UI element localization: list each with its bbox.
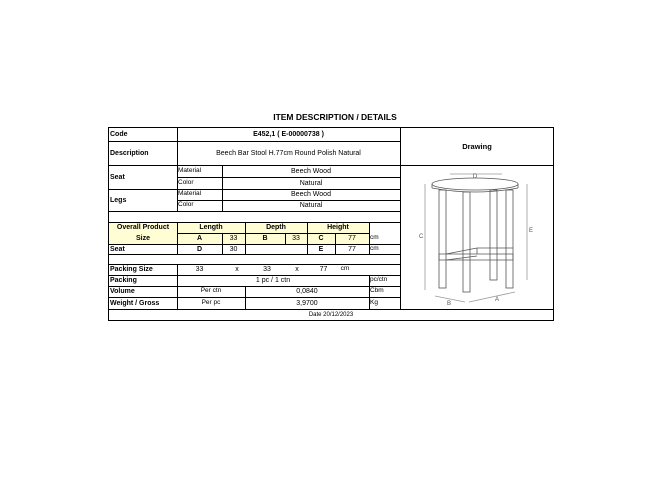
length-header: Length (199, 224, 223, 231)
packing-label: Packing (110, 277, 137, 284)
dim-c-value: 77 (348, 235, 356, 242)
legs-label: Legs (110, 196, 127, 204)
seat-dim-label: Seat (110, 245, 125, 253)
spec-sheet (108, 127, 554, 321)
packing-size-label: Packing Size (110, 266, 153, 273)
dim-a-label: A (196, 235, 203, 242)
volume-value: 0,0840 (296, 288, 318, 295)
legs-material-value: Beech Wood (291, 191, 331, 198)
weight-value: 3,9700 (296, 299, 318, 307)
leg-front-right (463, 192, 470, 292)
volume-unit: Cbm (370, 287, 384, 295)
height-header: Height (327, 224, 349, 231)
seat-color-value: Natural (299, 179, 323, 187)
depth-header: Depth (266, 224, 286, 231)
packing-size-width: 33 (263, 266, 271, 273)
dim-b-value: 33 (292, 235, 300, 242)
description-value: Beech Bar Stool H.77cm Round Polish Natural (216, 149, 361, 157)
leg-back-right (506, 190, 513, 288)
packing-size-unit: cm (340, 265, 350, 273)
packing-value: 1 pc / 1 ctn (255, 277, 291, 284)
dim-e-value: 77 (348, 245, 356, 253)
drawing-header: Drawing (462, 142, 492, 151)
seat-label: Seat (110, 173, 125, 181)
legs-color-value: Natural (299, 202, 323, 209)
dim-b-label: B (262, 235, 268, 242)
dim-b-marker: B (447, 301, 452, 307)
dim-e-label: E (318, 245, 324, 253)
dim-d-marker: D (472, 174, 478, 180)
packing-size-height: 77 (319, 266, 328, 273)
packing-size-x2: x (295, 266, 299, 273)
dim-d-label: D (196, 245, 203, 253)
volume-label: Volume (110, 288, 135, 295)
dim-unit: cm (370, 234, 379, 242)
code-label: Code (110, 131, 128, 138)
stool-drawing (417, 168, 537, 308)
dim-e-marker: E (529, 228, 534, 234)
seat-material-label: Material (178, 166, 202, 174)
seat-material-value: Beech Wood (291, 167, 331, 175)
volume-per: Per ctn (200, 287, 222, 295)
legs-color-label: Color (178, 201, 194, 209)
overall-label-1: Overall Product (116, 224, 170, 231)
page-title: ITEM DESCRIPTION / DETAILS (273, 112, 397, 122)
dim-a-value: 33 (229, 235, 238, 242)
dim-unit-2: cm (370, 244, 379, 252)
weight-per: Per pc (201, 298, 221, 306)
seat-color-label: Color (178, 178, 194, 186)
legs-material-label: Material (178, 190, 202, 198)
dim-d-value: 30 (229, 245, 238, 253)
weight-label: Weight / Gross (110, 299, 160, 307)
dim-c-label: C (318, 235, 324, 242)
code-value: E452,1 ( E-00000738 ) (253, 131, 324, 138)
dim-a-marker: A (495, 297, 500, 303)
leg-back-left (490, 190, 497, 280)
packing-size-length: 33 (195, 266, 204, 273)
spec-table (109, 128, 400, 320)
date-footer: Date 20/12/2023 (308, 312, 354, 318)
description-label: Description (110, 149, 149, 157)
dim-c-marker: C (419, 234, 424, 240)
overall-label-2: Size (135, 235, 150, 242)
packing-unit: pc/ctn (370, 276, 388, 284)
packing-size-x1: x (235, 266, 239, 273)
weight-unit: Kg (370, 298, 378, 306)
leg-front-left (439, 190, 446, 288)
